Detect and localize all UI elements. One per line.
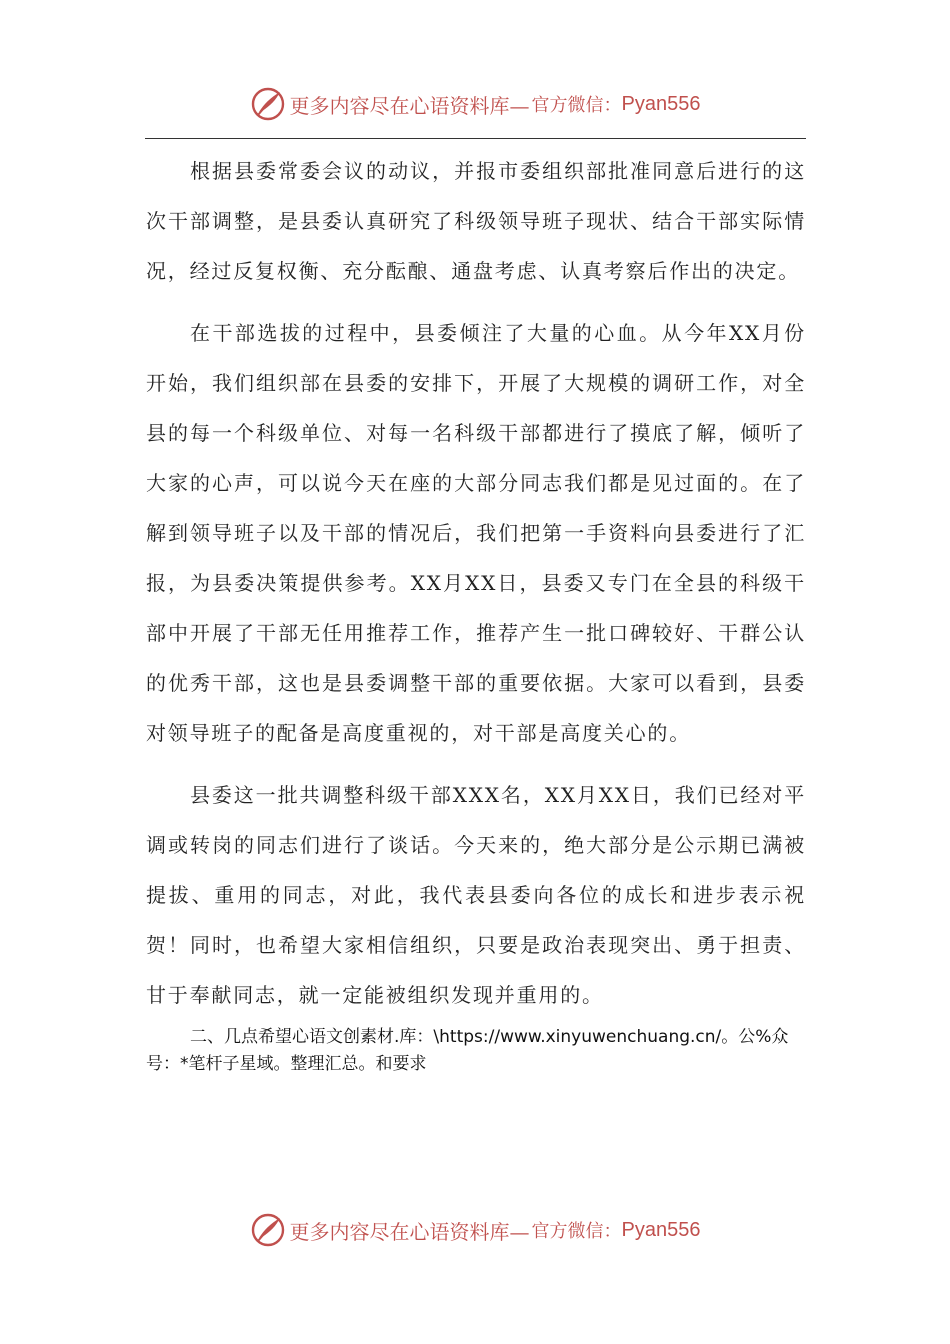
quill-logo-icon [250, 86, 286, 122]
body-paragraph: 在干部选拔的过程中，县委倾注了大量的心血。从今年XX月份开始，我们组织部在县委的安排下，开展了大规模的调研工作，对全县的每一个科级单位、对每一名科级干部都进行了摸底了解，倾听了大家的心声，可以说今天在座的大部分同志我们都是见过面的。在了解到领导班子以及干部的情况后，我们把第一手资料向县委进行了汇报，为县委决策提供参考。XX月XX日，县委又专门在全县的科级干部中开展了干部无任用推荐工作，推荐产生一批口碑较好、干群公认的优秀干部，这也是县委调整干部的重要依据。大家可以看到，县委对领导班子的配备是高度重视的，对干部是高度关心的。 [146, 321, 806, 745]
wechat-id: Pyan556 [621, 92, 701, 115]
wechat-label: 官方微信： [531, 95, 622, 116]
wechat-label: 官方微信： [531, 1221, 622, 1242]
body-paragraph: 县委这一批共调整科级干部XXX名，XX月XX日，我们已经对平调或转岗的同志们进行了谈话。今天来的，绝大部分是公示期已满被提拔、重用的同志，对此，我代表县委向各位的成长和进步表示祝贺！同时，也希望大家相信组织，只要是政治表现突出、勇于担责、甘于奉献同志，就一定能被组织发现并重用的。 [146, 783, 806, 1007]
banner-title: 更多内容尽在心语资料库— [289, 93, 530, 118]
header-banner [0, 84, 950, 124]
body-paragraph: 根据县委常委会议的动议，并报市委组织部批准同意后进行的这次干部调整，是县委认真研究了科级领导班子现状、结合干部实际情况，经过反复权衡、充分酝酿、通盘考虑、认真考察后作出的决定。 [146, 159, 806, 283]
quill-logo-icon [250, 1212, 286, 1248]
banner-title: 更多内容尽在心语资料库— [289, 1219, 530, 1244]
header-divider [145, 138, 806, 139]
section-heading-note: 二、几点希望心语文创素材.库：\https://www.xinyuwenchuang.cn/。公%众号：*笔杆子星域。整理汇总。和要求 [146, 1027, 789, 1074]
document-body [146, 146, 806, 1078]
footer-banner [0, 1210, 950, 1250]
wechat-id: Pyan556 [621, 1218, 701, 1241]
